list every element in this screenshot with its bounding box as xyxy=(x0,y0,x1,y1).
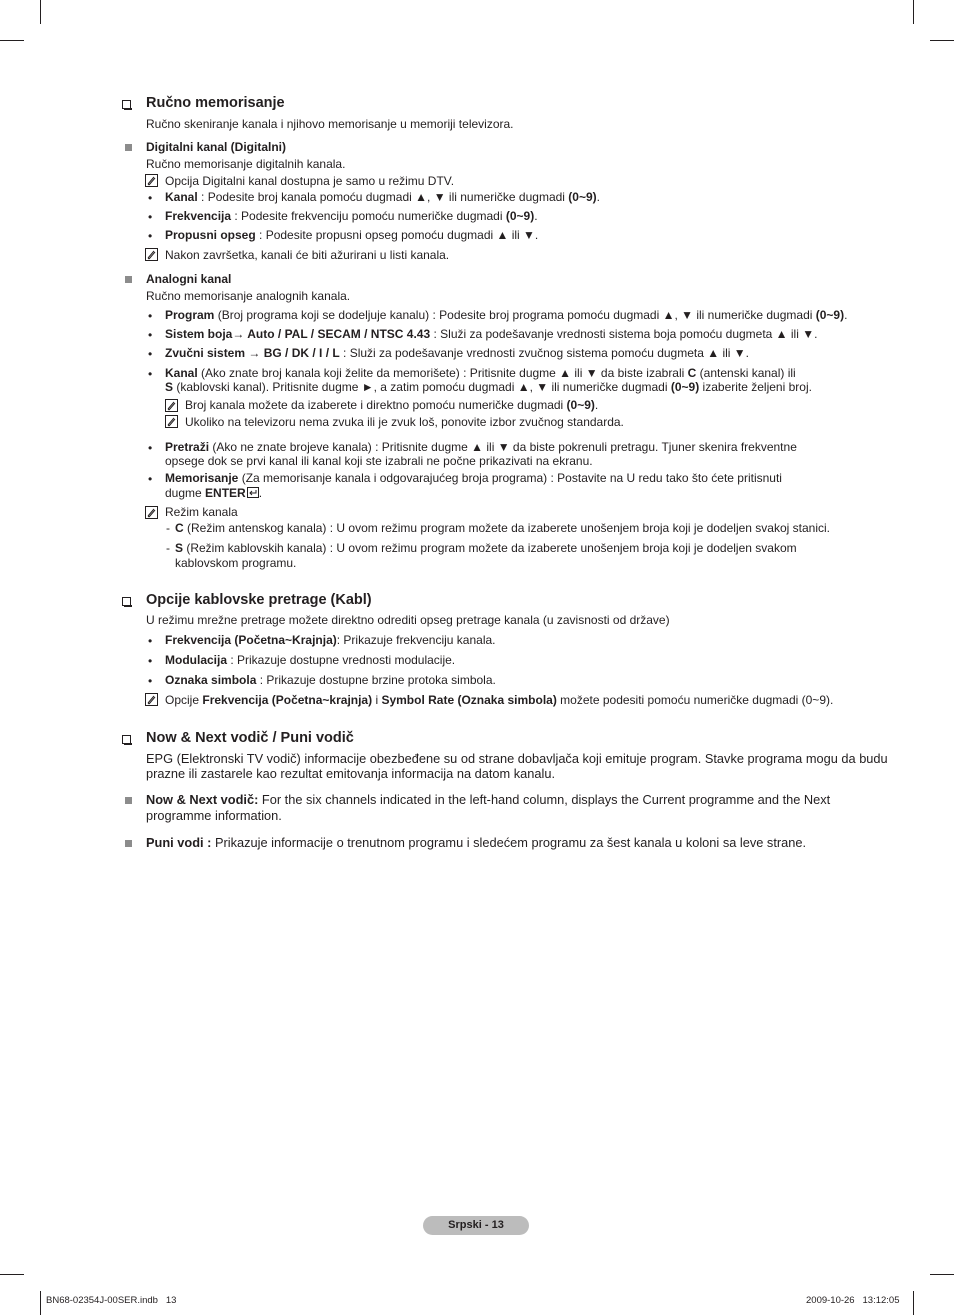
section-title-cable-search: Opcije kablovske pretrage (Kabl) xyxy=(146,592,372,608)
square-bullet-icon xyxy=(125,840,132,847)
note-icon xyxy=(145,248,158,261)
list-item: Program (Broj programa koji se dodeljuje kanalu) : Podesite broj programa pomoću dugmadi ▲, ▼ ili numeričke dugmadi (0~9). xyxy=(165,308,848,322)
bullet-dot: • xyxy=(148,367,153,381)
square-bullet-icon xyxy=(125,276,132,283)
list-item: Frekvencija (Početna~Krajnja): Prikazuje frekvenciju kanala. xyxy=(165,633,496,647)
note-icon xyxy=(145,693,158,706)
subheading-digital-channel: Digitalni kanal (Digitalni) xyxy=(146,140,287,154)
list-item: Memorisanje (Za memorisanje kanala i odgovarajućeg broja programa) : Postavite na U redu tako što ćete pritisnuti xyxy=(165,471,782,485)
file-name: BN68-02354J-00SER.indb 13 xyxy=(46,1295,177,1306)
section-title-manual-store: Ručno memorisanje xyxy=(146,95,285,111)
bullet-dot: • xyxy=(148,674,153,688)
note-text: Opcija Digitalni kanal dostupna je samo u režimu DTV. xyxy=(165,174,455,188)
list-item: Pretraži (Ako ne znate brojeve kanala) : Pritisnite dugme ▲ ili ▼ da biste pokrenuli pretragu. Tjuner skenira frekventne xyxy=(165,440,797,454)
subheading-description: Ručno memorisanje analognih kanala. xyxy=(146,289,351,303)
list-item-continuation: dugme ENTER . xyxy=(165,486,263,500)
mode-item: C (Režim antenskog kanala) : U ovom režimu program možete da izaberete unošenjem broja koji je dodeljen svakoj stanici. xyxy=(175,521,830,535)
crop-mark xyxy=(40,0,41,24)
bullet-dot: • xyxy=(148,441,153,455)
print-timestamp: 2009-10-26 13:12:05 xyxy=(806,1295,900,1306)
crop-mark xyxy=(913,1291,914,1315)
paragraph-now-next: Now & Next vodič: For the six channels indicated in the left-hand column, displays the Current programme and the Next xyxy=(146,792,831,807)
note-icon xyxy=(145,174,158,187)
crop-mark xyxy=(930,40,954,41)
bullet-dot: • xyxy=(148,472,153,486)
list-item: Propusni opseg : Podesite propusni opseg pomoću dugmadi ▲ ili ▼. xyxy=(165,228,539,242)
crop-mark xyxy=(40,1291,41,1315)
note-icon xyxy=(165,415,178,428)
note-icon xyxy=(165,399,178,412)
checkbox-bullet-icon xyxy=(122,597,131,606)
bullet-dot: • xyxy=(148,309,153,323)
dash-bullet: - xyxy=(166,541,170,555)
list-item-continuation: opsege dok se prvi kanal ili kanal koji ste izabrali ne počne prikazivati na ekranu. xyxy=(165,454,593,468)
square-bullet-icon xyxy=(125,144,132,151)
bullet-dot: • xyxy=(148,328,153,342)
checkbox-bullet-icon xyxy=(122,735,131,744)
note-text: Režim kanala xyxy=(165,505,238,519)
list-item: Kanal (Ako znate broj kanala koji želite da memorišete) : Pritisnite dugme ▲ ili ▼ da biste izabrali C (antenski kanal) ili xyxy=(165,366,796,380)
square-bullet-icon xyxy=(125,797,132,804)
mode-item-continuation: kablovskom programu. xyxy=(175,556,297,570)
enter-icon xyxy=(247,487,259,498)
note-icon xyxy=(145,506,158,519)
note-text: Broj kanala možete da izaberete i direktno pomoću numeričke dugmadi (0~9). xyxy=(185,398,599,412)
checkbox-bullet-icon xyxy=(122,100,131,109)
bullet-dot: • xyxy=(148,191,153,205)
mode-item: S (Režim kablovskih kanala) : U ovom režimu program možete da izaberete unošenjem broja koji je dodeljen svakom xyxy=(175,541,797,555)
bullet-dot: • xyxy=(148,654,153,668)
paragraph-full-guide: Puni vodi : Prikazuje informacije o trenutnom programu i sledećem programu za šest kanala u koloni sa leve strane. xyxy=(146,835,807,850)
list-item: Kanal : Podesite broj kanala pomoću dugmadi ▲, ▼ ili numeričke dugmadi (0~9). xyxy=(165,190,600,204)
subheading-description: Ručno memorisanje digitalnih kanala. xyxy=(146,157,346,171)
paragraph-continuation: programme information. xyxy=(146,808,282,823)
crop-mark xyxy=(0,1274,24,1275)
list-item: Sistem boja→ Auto / PAL / SECAM / NTSC 4.43 : Služi za podešavanje vrednosti sistema boja pomoću dugmeta ▲ ili ▼. xyxy=(165,327,818,341)
list-item: Oznaka simbola : Prikazuje dostupne brzine protoka simbola. xyxy=(165,673,496,687)
page-number-badge: Srpski - 13 xyxy=(423,1216,529,1235)
crop-mark xyxy=(930,1274,954,1275)
bullet-dot: • xyxy=(148,210,153,224)
crop-mark xyxy=(913,0,914,24)
section-description: EPG (Elektronski TV vodič) informacije obezbeđene su od strane dobavljača koji emituje program. Stavke programa mogu da budu xyxy=(146,751,888,766)
crop-mark xyxy=(0,40,24,41)
section-title-epg: Now & Next vodič / Puni vodič xyxy=(146,730,354,746)
note-text: Nakon završetka, kanali će biti ažurirani u listi kanala. xyxy=(165,248,450,262)
section-description-continuation: prazne ili zastarele kao rezultat emitovanja informacija na datom kanalu. xyxy=(146,766,556,781)
subheading-analog-channel: Analogni kanal xyxy=(146,272,232,286)
list-item: Zvučni sistem → BG / DK / I / L : Služi za podešavanje vrednosti zvučnog sistema pomoću dugmeta ▲ ili ▼. xyxy=(165,346,749,360)
note-text: Ukoliko na televizoru nema zvuka ili je zvuk loš, ponovite izbor zvučnog standarda. xyxy=(185,415,624,429)
bullet-dot: • xyxy=(148,634,153,648)
note-text: Opcije Frekvencija (Početna~krajnja) i Symbol Rate (Oznaka simbola) možete podesiti pomoću numeričke dugmadi (0~9). xyxy=(165,693,834,707)
bullet-dot: • xyxy=(148,229,153,243)
section-description: Ručno skeniranje kanala i njihovo memorisanje u memoriji televizora. xyxy=(146,117,514,131)
list-item: Modulacija : Prikazuje dostupne vrednosti modulacije. xyxy=(165,653,456,667)
bullet-dot: • xyxy=(148,347,153,361)
section-description: U režimu mrežne pretrage možete direktno odrediti opseg pretrage kanala (u zavisnosti od države) xyxy=(146,613,670,627)
list-item: Frekvencija : Podesite frekvenciju pomoću numeričke dugmadi (0~9). xyxy=(165,209,538,223)
list-item-continuation: S (kablovski kanal). Pritisnite dugme ►, a zatim pomoću dugmadi ▲, ▼ ili numeričke dugmadi (0~9) izaberite željeni broj. xyxy=(165,380,812,394)
dash-bullet: - xyxy=(166,521,170,535)
